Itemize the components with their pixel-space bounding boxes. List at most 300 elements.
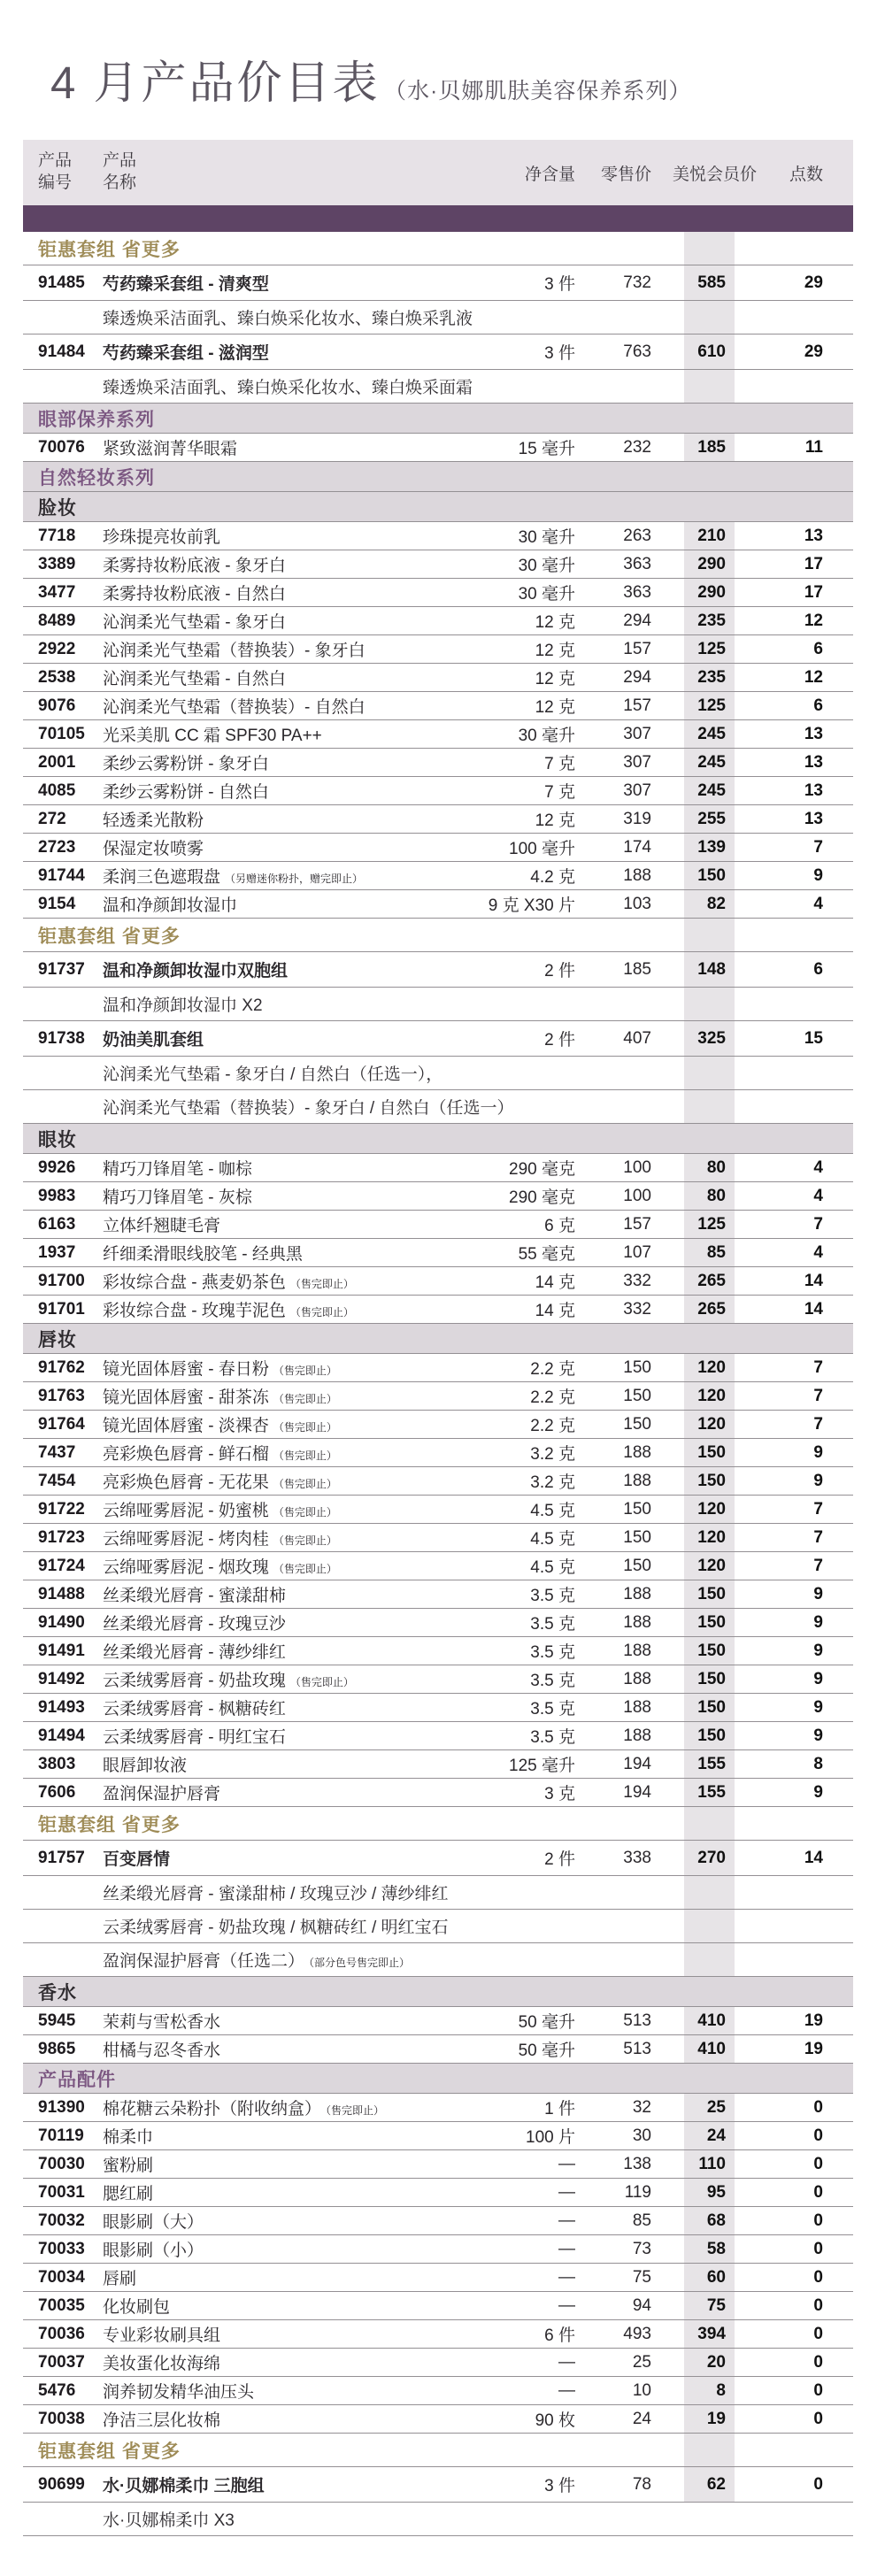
availability-note: （售完即止） xyxy=(273,1534,337,1547)
points: 0 xyxy=(813,2097,823,2117)
points: 6 xyxy=(813,696,823,715)
column-header-net-content: 净含量 xyxy=(524,165,575,184)
net-content: 4.5 克 xyxy=(530,1502,575,1520)
points: 0 xyxy=(813,2267,823,2287)
set-contents-text: 水·贝娜棉柔巾 X3 xyxy=(103,2511,235,2530)
product-name: 丝柔缎光唇膏 - 薄纱绯红 xyxy=(103,1643,286,1662)
points: 7 xyxy=(813,1214,823,1234)
points: 17 xyxy=(804,582,823,602)
product-code: 9076 xyxy=(38,696,76,715)
member-price: 85 xyxy=(706,1242,726,1262)
product-row xyxy=(23,805,853,834)
retail-price: 319 xyxy=(623,809,651,828)
member-price: 125 xyxy=(697,1214,726,1234)
member-price: 235 xyxy=(697,611,726,630)
points: 0 xyxy=(813,2352,823,2372)
net-content: 30 毫升 xyxy=(518,727,575,745)
product-name: 彩妆综合盘 - 玫瑰芋泥色 （售完即止） xyxy=(103,1302,354,1320)
product-code: 2922 xyxy=(38,639,76,658)
product-row xyxy=(23,1267,853,1296)
product-row xyxy=(23,1722,853,1750)
description-row xyxy=(23,1057,853,1090)
retail-price: 307 xyxy=(623,724,651,743)
retail-price: 307 xyxy=(623,780,651,800)
member-price: 610 xyxy=(697,342,726,361)
product-row xyxy=(23,1580,853,1609)
product-row xyxy=(23,1750,853,1779)
product-code: 91757 xyxy=(38,1848,85,1867)
member-price: 82 xyxy=(706,894,726,913)
product-code: 91492 xyxy=(38,1669,85,1688)
net-content: 3.5 克 xyxy=(530,1643,575,1662)
product-code: 70038 xyxy=(38,2409,85,2428)
net-content: 3 件 xyxy=(544,275,575,294)
points: 9 xyxy=(813,865,823,885)
product-code: 91738 xyxy=(38,1028,85,1048)
net-content: — xyxy=(558,2154,575,2173)
points: 29 xyxy=(804,342,823,361)
member-price: 150 xyxy=(697,1584,726,1603)
net-content: — xyxy=(558,2182,575,2202)
product-code: 9865 xyxy=(38,2039,76,2058)
net-content: — xyxy=(558,2380,575,2400)
product-row xyxy=(23,1779,853,1807)
net-content: 2.2 克 xyxy=(530,1388,575,1407)
points: 0 xyxy=(813,2409,823,2428)
product-name: 百变唇情 xyxy=(103,1850,171,1869)
member-price: 150 xyxy=(697,1697,726,1717)
net-content: 3.5 克 xyxy=(530,1700,575,1719)
member-price: 8 xyxy=(716,2380,726,2400)
points: 9 xyxy=(813,1669,823,1688)
member-price: 120 xyxy=(697,1556,726,1575)
member-price: 585 xyxy=(697,273,726,292)
product-code: 7718 xyxy=(38,526,76,545)
member-price: 120 xyxy=(697,1414,726,1434)
product-code: 7437 xyxy=(38,1442,76,1462)
product-code: 70076 xyxy=(38,437,85,457)
promo-section-label: 钜惠套组 省更多 xyxy=(38,1814,181,1835)
column-header-product-code: 产品 编号 xyxy=(38,151,73,192)
net-content: 12 克 xyxy=(535,642,575,660)
retail-price: 188 xyxy=(623,1584,651,1603)
net-content: 6 件 xyxy=(544,2326,575,2345)
retail-price: 188 xyxy=(623,1471,651,1490)
product-name: 保湿定妆喷雾 xyxy=(103,840,204,858)
product-code: 91484 xyxy=(38,342,85,361)
product-name: 净洁三层化妆棉 xyxy=(103,2411,221,2430)
member-price: 24 xyxy=(706,2126,726,2145)
net-content: 2 件 xyxy=(544,1850,575,1869)
availability-note: （售完即止） xyxy=(273,1449,337,1462)
product-code: 8489 xyxy=(38,611,76,630)
product-row xyxy=(23,2122,853,2150)
member-price: 120 xyxy=(697,1386,726,1405)
product-code: 91722 xyxy=(38,1499,85,1519)
product-row xyxy=(23,777,853,805)
product-code: 70036 xyxy=(38,2324,85,2343)
product-code: 91701 xyxy=(38,1299,85,1319)
product-name: 精巧刀锋眉笔 - 灰棕 xyxy=(103,1188,252,1207)
member-price: 290 xyxy=(697,582,726,602)
product-name: 盈润保湿护唇膏 xyxy=(103,1785,221,1803)
product-code: 5476 xyxy=(38,2380,76,2400)
availability-note: （售完即止） xyxy=(273,1365,337,1377)
description-row xyxy=(23,1090,853,1124)
description-row xyxy=(23,1876,853,1910)
product-row xyxy=(23,834,853,862)
points: 4 xyxy=(813,894,823,913)
points: 13 xyxy=(804,809,823,828)
description-row xyxy=(23,370,853,404)
net-content: 12 克 xyxy=(535,613,575,632)
product-code: 91764 xyxy=(38,1414,85,1434)
series-section-row xyxy=(23,2064,853,2094)
retail-price: 30 xyxy=(632,2126,651,2145)
product-code: 6163 xyxy=(38,1214,76,1234)
product-code: 91724 xyxy=(38,1556,85,1575)
net-content: — xyxy=(558,2267,575,2287)
retail-price: 332 xyxy=(623,1299,651,1319)
product-row xyxy=(23,1637,853,1665)
retail-price: 25 xyxy=(632,2352,651,2372)
retail-price: 493 xyxy=(623,2324,651,2343)
retail-price: 85 xyxy=(632,2211,651,2230)
member-price: 290 xyxy=(697,554,726,573)
product-name: 美妆蛋化妆海绵 xyxy=(103,2355,221,2373)
set-contents-text: 臻透焕采洁面乳、臻白焕采化妆水、臻白焕采乳液 xyxy=(103,310,473,328)
product-name: 沁润柔光气垫霜 - 象牙白 xyxy=(103,613,286,632)
retail-price: 232 xyxy=(623,437,651,457)
product-row xyxy=(23,1665,853,1694)
promo-section-row xyxy=(23,232,853,265)
net-content: 50 毫升 xyxy=(518,2013,575,2032)
product-code: 2001 xyxy=(38,752,76,772)
set-contents-text: 沁润柔光气垫霜 - 象牙白 / 自然白（任选一）， xyxy=(103,1065,443,1084)
member-price: 185 xyxy=(697,437,726,457)
retail-price: 94 xyxy=(632,2295,651,2315)
retail-price: 10 xyxy=(632,2380,651,2400)
product-row xyxy=(23,635,853,664)
product-name: 蜜粉刷 xyxy=(103,2157,154,2175)
product-code: 70031 xyxy=(38,2182,85,2202)
description-row xyxy=(23,301,853,334)
product-name: 专业彩妆刷具组 xyxy=(103,2326,221,2345)
retail-price: 188 xyxy=(623,1612,651,1632)
retail-price: 157 xyxy=(623,696,651,715)
points: 9 xyxy=(813,1442,823,1462)
product-name: 彩妆综合盘 - 燕麦奶茶色 （售完即止） xyxy=(103,1273,354,1292)
retail-price: 263 xyxy=(623,526,651,545)
points: 9 xyxy=(813,1782,823,1802)
retail-price: 294 xyxy=(623,611,651,630)
product-row xyxy=(23,334,853,370)
points: 9 xyxy=(813,1726,823,1745)
product-row xyxy=(23,1382,853,1411)
retail-price: 188 xyxy=(623,865,651,885)
net-content: 4.5 克 xyxy=(530,1558,575,1577)
member-price-column-stripe xyxy=(684,1807,735,1840)
product-name: 眼影刷（大） xyxy=(103,2213,204,2232)
product-name: 柔纱云雾粉饼 - 象牙白 xyxy=(103,755,269,773)
product-code: 5945 xyxy=(38,2011,76,2030)
retail-price: 194 xyxy=(623,1754,651,1773)
net-content: 3.2 克 xyxy=(530,1473,575,1492)
net-content: 4.2 克 xyxy=(530,868,575,887)
product-name: 柔雾持妆粉底液 - 自然白 xyxy=(103,585,286,604)
product-name: 镜光固体唇蜜 - 春日粉 （售完即止） xyxy=(103,1360,337,1379)
points: 15 xyxy=(804,1028,823,1048)
points: 7 xyxy=(813,1357,823,1377)
product-code: 91700 xyxy=(38,1271,85,1290)
product-row xyxy=(23,749,853,777)
retail-price: 188 xyxy=(623,1697,651,1717)
product-code: 91485 xyxy=(38,273,85,292)
product-code: 3803 xyxy=(38,1754,76,1773)
product-code: 7606 xyxy=(38,1782,76,1802)
points: 14 xyxy=(804,1848,823,1867)
description-row xyxy=(23,2503,853,2536)
net-content: 3.2 克 xyxy=(530,1445,575,1464)
net-content: 50 毫升 xyxy=(518,2042,575,2060)
member-price: 245 xyxy=(697,780,726,800)
product-name: 丝柔缎光唇膏 - 蜜漾甜柿 xyxy=(103,1587,286,1605)
product-row xyxy=(23,1411,853,1439)
product-row xyxy=(23,434,853,462)
member-price: 62 xyxy=(706,2474,726,2494)
product-row xyxy=(23,2235,853,2264)
net-content: — xyxy=(558,2295,575,2315)
points: 6 xyxy=(813,639,823,658)
subsection-row xyxy=(23,492,853,522)
member-price: 75 xyxy=(706,2295,726,2315)
net-content: 2 件 xyxy=(544,1031,575,1050)
points: 13 xyxy=(804,752,823,772)
points: 0 xyxy=(813,2380,823,2400)
net-content: 12 克 xyxy=(535,698,575,717)
product-row xyxy=(23,952,853,988)
product-name: 温和净颜卸妆湿巾 xyxy=(103,896,238,915)
promo-section-row xyxy=(23,2434,853,2467)
points: 9 xyxy=(813,1584,823,1603)
product-row xyxy=(23,1239,853,1267)
points: 7 xyxy=(813,837,823,857)
product-row xyxy=(23,1609,853,1637)
product-row xyxy=(23,1694,853,1722)
subsection-label: 唇妆 xyxy=(38,1329,77,1350)
set-contents-text: 沁润柔光气垫霜（替换装）- 象牙白 / 自然白（任选一） xyxy=(103,1099,514,1118)
product-row xyxy=(23,1496,853,1524)
product-row xyxy=(23,2150,853,2179)
product-name: 腮红刷 xyxy=(103,2185,154,2203)
table-header-row xyxy=(23,140,853,205)
points: 0 xyxy=(813,2126,823,2145)
product-name: 唇刷 xyxy=(103,2270,137,2288)
retail-price: 73 xyxy=(632,2239,651,2258)
member-price: 110 xyxy=(698,2154,726,2173)
product-code: 70035 xyxy=(38,2295,85,2315)
net-content: 14 克 xyxy=(535,1273,575,1292)
product-name: 立体纤翘睫毛膏 xyxy=(103,1217,221,1235)
net-content: 125 毫升 xyxy=(509,1757,575,1775)
description-row xyxy=(23,988,853,1021)
set-contents-text: 云柔绒雾唇膏 - 奶盐玫瑰 / 枫糖砖红 / 明红宝石 xyxy=(103,1919,449,1937)
product-row xyxy=(23,2320,853,2349)
net-content: 6 克 xyxy=(544,1217,575,1235)
product-row xyxy=(23,2007,853,2035)
points: 13 xyxy=(804,780,823,800)
product-row xyxy=(23,1154,853,1182)
member-price: 270 xyxy=(697,1848,726,1867)
retail-price: 157 xyxy=(623,639,651,658)
availability-note: （售完即止） xyxy=(289,1676,354,1688)
retail-price: 107 xyxy=(623,1242,651,1262)
retail-price: 188 xyxy=(623,1641,651,1660)
net-content: 2 件 xyxy=(544,962,575,980)
net-content: — xyxy=(558,2211,575,2230)
column-header-retail-price: 零售价 xyxy=(600,165,651,184)
retail-price: 363 xyxy=(623,582,651,602)
retail-price: 78 xyxy=(632,2474,651,2494)
section-divider-bar xyxy=(23,205,853,232)
points: 0 xyxy=(813,2474,823,2494)
product-code: 70119 xyxy=(38,2126,84,2145)
points: 7 xyxy=(813,1386,823,1405)
product-name: 紧致滋润菁华眼霜 xyxy=(103,440,238,458)
product-name: 沁润柔光气垫霜 - 自然白 xyxy=(103,670,286,688)
retail-price: 188 xyxy=(623,1669,651,1688)
member-price: 265 xyxy=(697,1299,726,1319)
points: 4 xyxy=(813,1242,823,1262)
retail-price: 732 xyxy=(623,273,651,292)
member-price: 155 xyxy=(697,1754,726,1773)
product-code: 70032 xyxy=(38,2211,85,2230)
product-name: 云绵哑雾唇泥 - 烟玫瑰 （售完即止） xyxy=(103,1558,337,1577)
product-row xyxy=(23,607,853,635)
product-row xyxy=(23,522,853,550)
member-price: 95 xyxy=(706,2182,726,2202)
set-contents-text: 盈润保湿护唇膏（任选二） （部分色号售完即止） xyxy=(103,1952,411,1971)
promo-section-label: 钜惠套组 省更多 xyxy=(38,926,181,947)
member-price: 25 xyxy=(706,2097,726,2117)
member-price: 325 xyxy=(697,1028,726,1048)
column-header-product-name: 产品 名称 xyxy=(103,151,137,192)
points: 6 xyxy=(813,959,823,979)
net-content: 3 件 xyxy=(544,344,575,363)
product-name: 云柔绒雾唇膏 - 枫糖砖红 xyxy=(103,1700,286,1719)
member-price: 139 xyxy=(697,837,726,857)
product-row xyxy=(23,862,853,890)
retail-price: 150 xyxy=(623,1386,651,1405)
member-price-column-stripe xyxy=(684,232,735,265)
column-header-points: 点数 xyxy=(789,165,823,184)
member-price: 68 xyxy=(706,2211,726,2230)
subsection-row xyxy=(23,1324,853,1354)
net-content: 3.5 克 xyxy=(530,1672,575,1690)
net-content: — xyxy=(558,2352,575,2372)
product-name: 亮彩焕色唇膏 - 无花果 （售完即止） xyxy=(103,1473,337,1492)
retail-price: 513 xyxy=(623,2011,651,2030)
subsection-label: 脸妆 xyxy=(38,497,77,519)
retail-price: 338 xyxy=(623,1848,651,1867)
product-name: 眼影刷（小） xyxy=(103,2242,204,2260)
net-content: 7 克 xyxy=(544,755,575,773)
product-name: 云柔绒雾唇膏 - 明红宝石 xyxy=(103,1728,286,1747)
product-code: 91744 xyxy=(38,865,85,885)
availability-note: （售完即止） xyxy=(273,1563,337,1575)
product-code: 91390 xyxy=(38,2097,85,2117)
product-code: 70034 xyxy=(38,2267,85,2287)
member-price: 125 xyxy=(697,639,726,658)
member-price: 245 xyxy=(697,724,726,743)
product-row xyxy=(23,1467,853,1496)
product-name: 光采美肌 CC 霜 SPF30 PA++ xyxy=(103,727,322,745)
availability-note: （售完即止） xyxy=(273,1478,337,1490)
net-content: 14 克 xyxy=(535,1302,575,1320)
description-row xyxy=(23,1910,853,1943)
member-price: 58 xyxy=(706,2239,726,2258)
points: 17 xyxy=(804,554,823,573)
product-code: 70037 xyxy=(38,2352,85,2372)
promo-section-row xyxy=(23,919,853,952)
net-content: 3.5 克 xyxy=(530,1615,575,1634)
product-name: 眼唇卸妆液 xyxy=(103,1757,188,1775)
member-price: 80 xyxy=(706,1186,726,1205)
product-name: 沁润柔光气垫霜（替换装）- 自然白 xyxy=(103,698,366,717)
product-row xyxy=(23,579,853,607)
product-code: 91490 xyxy=(38,1612,85,1632)
product-row xyxy=(23,692,853,720)
price-table xyxy=(23,140,853,2536)
product-row xyxy=(23,2035,853,2064)
member-price: 155 xyxy=(697,1782,726,1802)
points: 14 xyxy=(804,1299,823,1319)
product-row xyxy=(23,1439,853,1467)
member-price-column-stripe xyxy=(684,919,735,951)
product-code: 2538 xyxy=(38,667,76,687)
points: 12 xyxy=(804,667,823,687)
points: 19 xyxy=(804,2011,823,2030)
availability-note: （部分色号售完即止） xyxy=(309,1957,411,1969)
net-content: 55 毫克 xyxy=(518,1245,575,1264)
product-code: 91491 xyxy=(38,1641,85,1660)
product-name: 芍药臻采套组 - 滋润型 xyxy=(103,344,269,363)
product-row xyxy=(23,1021,853,1057)
points: 0 xyxy=(813,2324,823,2343)
product-code: 70105 xyxy=(38,724,85,743)
description-row xyxy=(23,1943,853,1977)
member-price: 150 xyxy=(697,1726,726,1745)
retail-price: 150 xyxy=(623,1357,651,1377)
net-content: 12 克 xyxy=(535,670,575,688)
net-content: 3 件 xyxy=(544,2477,575,2495)
product-name: 云柔绒雾唇膏 - 奶盐玫瑰 （售完即止） xyxy=(103,1672,354,1690)
availability-note: （售完即止） xyxy=(273,1393,337,1405)
product-code: 1937 xyxy=(38,1242,76,1262)
retail-price: 294 xyxy=(623,667,651,687)
product-code: 7454 xyxy=(38,1471,76,1490)
availability-note: （售完即止） xyxy=(273,1421,337,1434)
member-price: 120 xyxy=(697,1499,726,1519)
product-code: 91723 xyxy=(38,1527,85,1547)
product-name: 丝柔缎光唇膏 - 玫瑰豆沙 xyxy=(103,1615,286,1634)
net-content: 7 克 xyxy=(544,783,575,802)
subsection-row xyxy=(23,1977,853,2007)
member-price: 150 xyxy=(697,1612,726,1632)
points: 13 xyxy=(804,526,823,545)
retail-price: 513 xyxy=(623,2039,651,2058)
product-code: 9983 xyxy=(38,1186,76,1205)
